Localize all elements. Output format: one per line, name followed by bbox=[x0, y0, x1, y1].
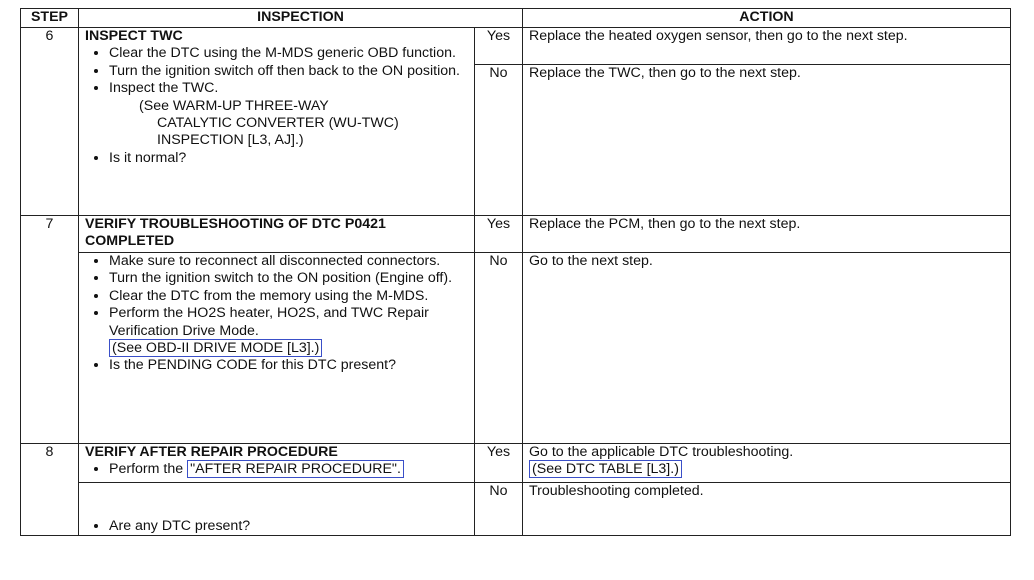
inspection-list bbox=[85, 518, 468, 535]
step-8-title-cell bbox=[79, 444, 475, 483]
list-item bbox=[109, 80, 468, 150]
no-label: No bbox=[475, 253, 523, 444]
list-item: • Turn the ignition switch off then back to the ON position. bbox=[109, 63, 468, 80]
inspection-list bbox=[85, 45, 468, 167]
no-label: No bbox=[475, 65, 523, 216]
list-item: • Make sure to reconnect all disconnected connectors. bbox=[109, 253, 468, 270]
list-item: • Clear the DTC using the M-MDS generic OBD function. bbox=[109, 45, 468, 62]
step-number: 7 bbox=[21, 216, 79, 444]
list-item-text: Perform the HO2S heater, HO2S, and TWC Repair Verification Drive Mode. bbox=[109, 305, 429, 339]
header-action: ACTION bbox=[523, 9, 1011, 28]
list-item-text: Inspect the TWC. bbox=[109, 80, 219, 97]
after-repair-procedure-link[interactable]: "AFTER REPAIR PROCEDURE". bbox=[187, 460, 404, 478]
no-label: No bbox=[475, 483, 523, 536]
yes-action-cell bbox=[523, 444, 1011, 483]
header-step: STEP bbox=[21, 9, 79, 28]
step-6-yes-row bbox=[21, 28, 1011, 65]
step-title: INSPECT TWC bbox=[85, 28, 183, 44]
yes-label: Yes bbox=[475, 28, 523, 65]
list-item bbox=[109, 461, 468, 478]
yes-action: Go to the applicable DTC troubleshooting. bbox=[529, 444, 794, 460]
yes-label: Yes bbox=[475, 216, 523, 253]
inspection-list bbox=[85, 253, 468, 375]
step-7-no-row bbox=[21, 253, 1011, 444]
step-title: VERIFY TROUBLESHOOTING OF DTC P0421 COMPLETED bbox=[85, 216, 386, 250]
reference-line: CATALYTIC CONVERTER (WU-TWC) bbox=[157, 115, 399, 132]
step-number: 6 bbox=[21, 28, 79, 216]
header-row bbox=[21, 9, 1011, 28]
header-inspection: INSPECTION bbox=[79, 9, 523, 28]
reference-line: (See WARM-UP THREE-WAY bbox=[139, 97, 329, 114]
no-action: Go to the next step. bbox=[523, 253, 1011, 444]
yes-label: Yes bbox=[475, 444, 523, 483]
step-title: VERIFY AFTER REPAIR PROCEDURE bbox=[85, 444, 338, 460]
step-8-no-row bbox=[21, 483, 1011, 536]
inspection-question: • Are any DTC present? bbox=[109, 518, 468, 535]
yes-action: Replace the PCM, then go to the next step. bbox=[523, 216, 1011, 253]
list-item bbox=[109, 305, 468, 357]
list-item: • Turn the ignition switch to the ON position (Engine off). bbox=[109, 270, 468, 287]
yes-action: Replace the heated oxygen sensor, then go to the next step. bbox=[523, 28, 1011, 65]
list-item: • Clear the DTC from the memory using the M-MDS. bbox=[109, 288, 468, 305]
reference-line: INSPECTION [L3, AJ].) bbox=[157, 132, 304, 149]
step-6-inspection bbox=[79, 28, 475, 216]
step-8-yes-row bbox=[21, 444, 1011, 483]
list-item-text: Perform the bbox=[109, 461, 184, 478]
step-7-yes-row bbox=[21, 216, 1011, 253]
dtc-table-link[interactable]: (See DTC TABLE [L3].) bbox=[529, 460, 682, 478]
step-number: 8 bbox=[21, 444, 79, 536]
step-8-question-cell bbox=[79, 483, 475, 536]
step-7-title-cell bbox=[79, 216, 475, 253]
no-action: Troubleshooting completed. bbox=[523, 483, 1011, 536]
step-7-inspection bbox=[79, 253, 475, 444]
inspection-question: • Is it normal? bbox=[109, 150, 468, 167]
inspection-list bbox=[85, 461, 468, 478]
inspection-question: • Is the PENDING CODE for this DTC present? bbox=[109, 357, 468, 374]
no-action: Replace the TWC, then go to the next step. bbox=[523, 65, 1011, 216]
procedure-table bbox=[20, 8, 1011, 536]
obd-drive-mode-link[interactable]: (See OBD-II DRIVE MODE [L3].) bbox=[109, 339, 322, 357]
